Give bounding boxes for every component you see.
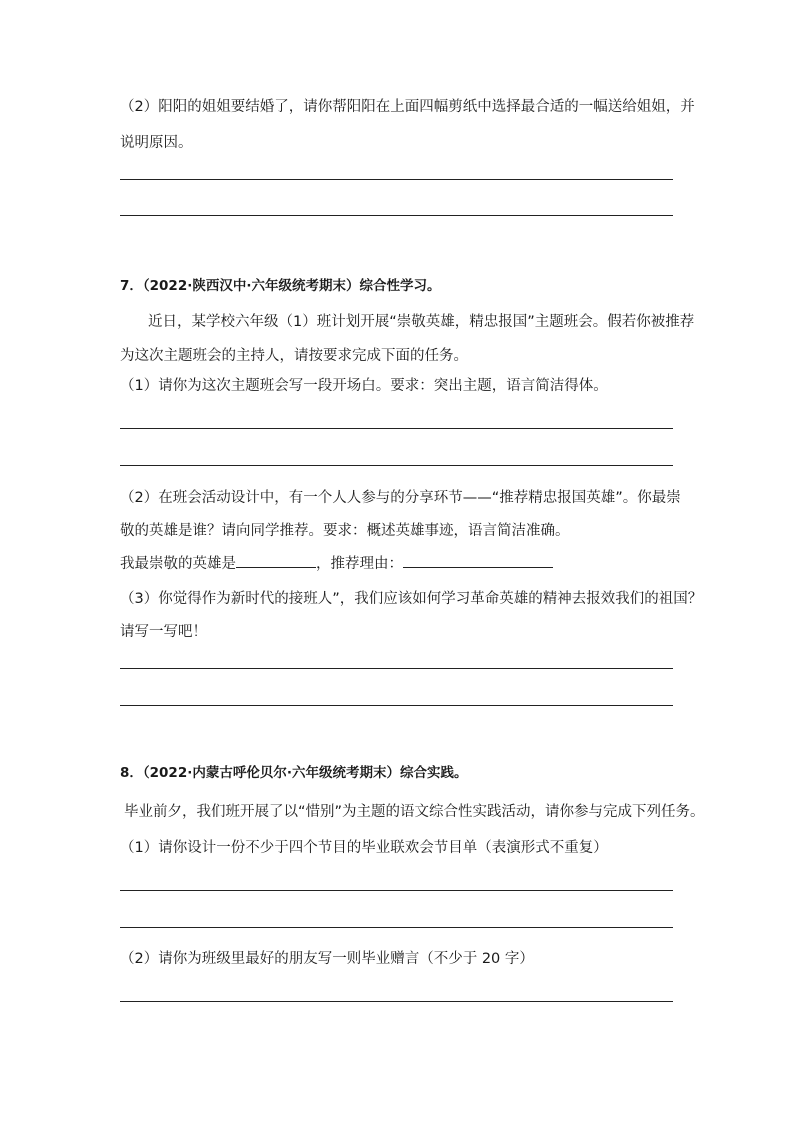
- answer-line: [120, 890, 673, 891]
- q7-intro-line1: 近日，某学校六年级（1）班计划开展“崇敬英雄，精忠报国”主题班会。假若你被推荐: [148, 314, 695, 330]
- q7-heading: 7．（2022·陕西汉中·六年级统考期末）综合性学习。: [120, 278, 441, 294]
- q7-part1: （1）请你为这次主题班会写一段开场白。要求：突出主题，语言简洁得体。: [120, 378, 608, 394]
- answer-line: [120, 705, 673, 706]
- reason-blank[interactable]: [403, 553, 553, 568]
- q8-intro: 毕业前夕，我们班开展了以“惜别”为主题的语文综合性实践活动，请你参与完成下列任务。: [124, 804, 705, 820]
- answer-line: [120, 668, 673, 669]
- q6-part2-line2: 说明原因。: [120, 135, 193, 151]
- answer-line: [120, 927, 673, 928]
- q7-intro-line2: 为这次主题班会的主持人，请按要求完成下面的任务。: [120, 348, 468, 364]
- q6-part2-line1: （2）阳阳的姐姐要结婚了，请你帮阳阳在上面四幅剪纸中选择最合适的一幅送给姐姐，并: [120, 99, 695, 115]
- q7-fill-label-reason: ，推荐理由：: [316, 556, 403, 572]
- q7-part3-line2: 请写一写吧！: [120, 624, 207, 640]
- q8-heading: 8．（2022·内蒙古呼伦贝尔·六年级统考期末）综合实践。: [120, 765, 468, 781]
- q8-part1: （1）请你设计一份不少于四个节目的毕业联欢会节目单（表演形式不重复）: [120, 840, 608, 856]
- q7-part2-fill: [120, 553, 553, 574]
- answer-line: [120, 215, 673, 216]
- answer-line: [120, 1001, 673, 1002]
- q7-part2-line1: （2）在班会活动设计中，有一个人人参与的分享环节——“推荐精忠报国英雄”。你最崇: [120, 490, 681, 506]
- hero-blank[interactable]: [236, 553, 316, 568]
- answer-line: [120, 428, 673, 429]
- answer-line: [120, 465, 673, 466]
- q8-part2: （2）请你为班级里最好的朋友写一则毕业赠言（不少于 20 字）: [120, 951, 534, 967]
- answer-line: [120, 179, 673, 180]
- q7-fill-label-hero: 我最崇敬的英雄是: [120, 556, 236, 572]
- q7-part3-line1: （3）你觉得作为新时代的接班人”，我们应该如何学习革命英雄的精神去报效我们的祖国？: [120, 591, 703, 607]
- q7-part2-line2: 敬的英雄是谁？请向同学推荐。要求：概述英雄事迹，语言简洁准确。: [120, 523, 570, 539]
